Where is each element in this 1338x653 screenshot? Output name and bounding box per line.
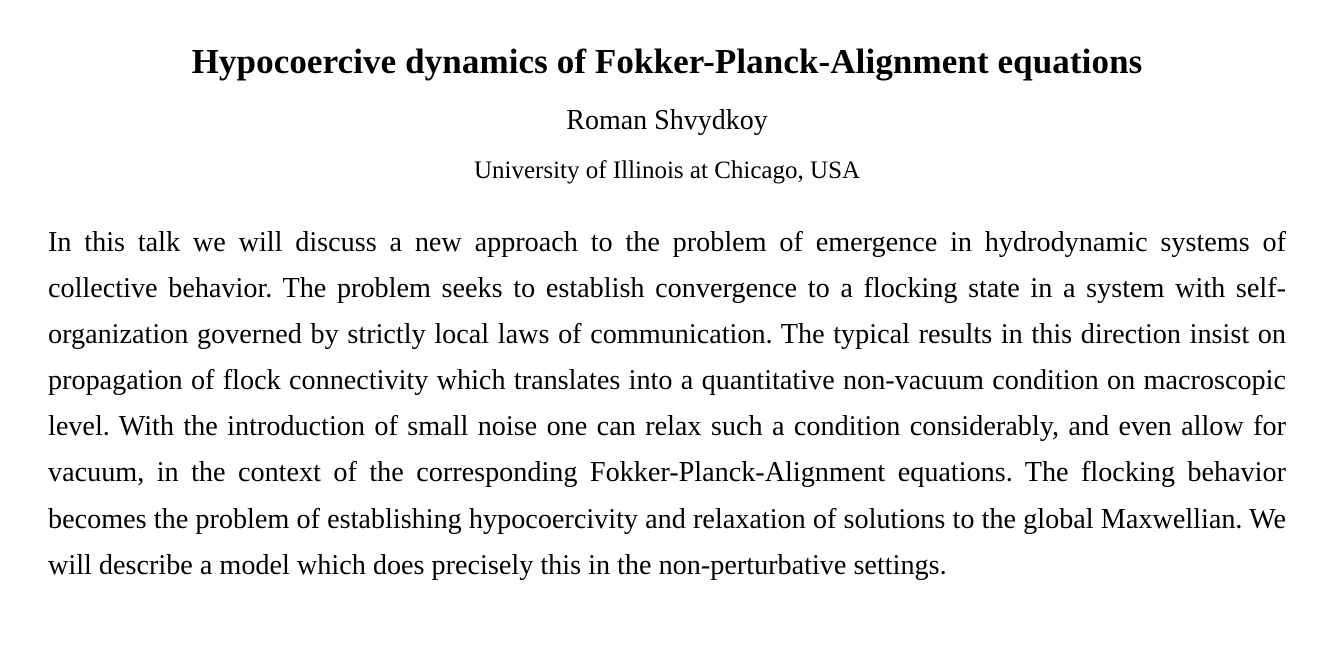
author-affiliation: University of Illinois at Chicago, USA [473, 157, 861, 184]
abstract-text: In this talk we will discuss a new approach to the problem of emergence in hydrodynamic systems of collective behavior. The problem seeks to establish convergence to a flocking state in a system with self-organization governed by strictly local laws of communication. The typical results in this direction insist on propagation of flock connectivity which translates into a quantitative non-vacuum condition on macroscopic level. With the introduction of small noise one can relax such a condition considerably, and even allow for vacuum, in the context of the corresponding Fokker-Planck-Alignment equations. The flocking behavior becomes the problem of establishing hypocoercivity and relaxation of solutions to the global Maxwellian. We will describe a model which does precisely this in the non-perturbative settings. [48, 227, 1286, 581]
paper-title: Hypocoercive dynamics of Fokker-Planck-Alignment equations [191, 42, 1143, 81]
author-name: Roman Shvydkoy [566, 105, 768, 136]
